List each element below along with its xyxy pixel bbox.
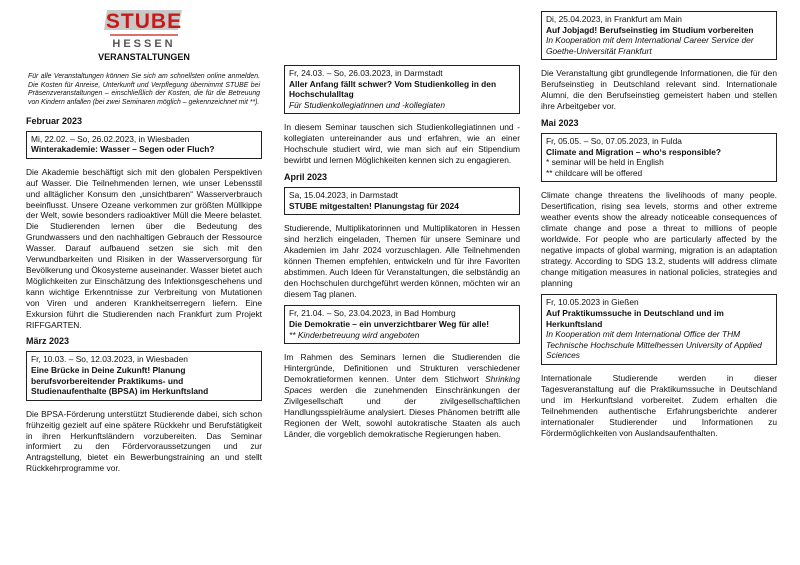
event-note: Für Studienkollegiatinnen und -kollegiaten: [289, 99, 445, 110]
event-title: Aller Anfang fällt schwer? Vom Studienkolleg in den Hochschulalltag: [289, 78, 497, 100]
month-heading: Mai 2023: [541, 118, 579, 128]
svg-text:STUBE: STUBE: [105, 10, 183, 33]
event-box: [284, 187, 520, 215]
event-date: Sa, 15.04.2023, in Darmstadt: [289, 189, 398, 200]
event-description-part: werden die zunehmenden Einschränkungen der Zivilgesellschaft und der zivilgesellschaftlichen Handlungsspielräume analysiert. Dieses Phänomen betrifft alle Regionen der Welt, sowohl autokratische Staaten als auch Länder, die vorgeblich demokratische Regierungen haben.: [284, 384, 520, 439]
event-date: Fr, 21.04. – So, 23.04.2023, in Bad Homburg: [289, 308, 456, 319]
event-description: [284, 352, 520, 439]
event-title: Auf Praktikumssuche in Deutschland und im Herkunftsland: [546, 308, 724, 329]
event-title: Auf Jobjagd! Berufseinstieg im Studium vorbereiten: [546, 24, 754, 35]
event-date: Fr, 10.03. – So, 12.03.2023, in Wiesbaden: [31, 354, 188, 365]
month-heading: April 2023: [284, 172, 328, 182]
event-note: ** childcare will be offered: [546, 167, 643, 178]
event-box: [284, 65, 520, 114]
event-date: Di, 25.04.2023, in Frankfurt am Main: [546, 14, 682, 24]
event-note: ** Kinderbetreuung wird angeboten: [289, 329, 420, 340]
event-description: Studierende, Multiplikatorinnen und Multiplikatoren in Hessen sind herzlich eingeladen, Themen für unsere Seminare und Akademien im Jahr 2024 vorzuschlagen. Alle Teilnehmenden können Themen empfehlen, entwickeln und für ihre Favoriten abstimmen. Auch Ideen für Veranstaltungen, die selbständig an den Hochschulen durchgeführt werden können, möchten wir an diesem Tag planen.: [284, 223, 520, 299]
stube-hessen-logo-icon: [104, 8, 184, 50]
event-title: Climate and Migration – who‘s responsible?: [546, 146, 721, 157]
event-note: In Kooperation mit dem International Office der THM Technische Hochschule Mittelhessen University of Applied Sciences: [546, 329, 762, 361]
event-date: Fr, 05.05. – So, 07.05.2023, in Fulda: [546, 135, 682, 146]
stube-logo: [26, 8, 262, 50]
intro-text: Für alle Veranstaltungen können Sie sich am schnellsten online anmelden. Die Kosten für Anreise, Unterkunft und Verpflegung übernimmt STUBE bei Präsenzveranstaltungen – einschließlich der Kosten, die für die Betreuung von Kindern anfallen (bei zwei Seminaren möglich – gekennzeichnet mit **).: [28, 72, 260, 107]
event-date: Fr, 10.05.2023 in Gießen: [546, 297, 639, 308]
column-3: [541, 0, 777, 444]
event-description: Internationale Studierende werden in dieser Tagesveranstaltung auf die Praktikumssuche in Deutschland und im Herkunftsland vorbereitet. Zudem erhalten die Teilnehmenden authentische Erfahrungsberichte anderer internationaler Studierender und Informationen zu Fördermöglichkeiten von Auslandsaufenthalten.: [541, 373, 777, 438]
event-description-emphasis: Shrinking Spaces: [284, 374, 520, 395]
event-description: Die Veranstaltung gibt grundlegende Informationen, die für den Berufseinstieg in Deutschland relevant sind. Internationale Alumni, die den Berufseinstieg gemeistert haben und stellen ihre Arbeitgeber vor.: [541, 68, 777, 112]
event-description-part: Im Rahmen des Seminars lernen die Studierenden die Hintergründe, Definitionen und Strukturen verschiedener Demokratieformen kennen. Unter dem Stichwort: [284, 352, 520, 385]
event-description: Climate change threatens the livelihoods of many people. Desertification, rising sea levels, storms and other extreme weather events show the already noticeable consequences of climate change and pose a threat to millions of people worldwide. For people who are particularly affected by the negative impacts of global warming, migration is an adaptation strategy. According to SDG 13.2, students will address climate change mitigation measures in national policies, strategies and planning: [541, 190, 777, 288]
column-1: [26, 0, 262, 480]
event-box: [26, 351, 262, 400]
event-description: Die Akademie beschäftigt sich mit den globalen Perspektiven auf Wasser. Die Teilnehmenden lernen, wie unser Lebensstil und alltäglicher Konsum den „unsichtbaren“ Wasserverbrauch beeinflusst. Unsere Ozeane verkommen zur größten Müllkippe der Welt, sowie besonders radioaktiver Müll die Meere belastet. Die Studierenden lernen über die Bedeutung des Grundwassers und den nachhaltigen Gebrauch der Ressource Wasser. Darauf aufbauend setzen sie sich mit den Verwundbarkeiten und Risiken in der Wasserversorgung für Bevölkerung und Ökosysteme auseinander. Wasser bietet auch Möglichkeiten zur Einschätzung des Infektionsgeschehens und kann wichtige Erkenntnisse zur Verbreitung von Mutationen von Viren und anderen Krankheitserregern liefern. Eine Exkursion führt die Studierenden nach Frankfurt zum Projekt RIFFGARTEN.: [26, 166, 262, 330]
event-box: [284, 305, 520, 344]
month-heading: März 2023: [26, 336, 70, 347]
event-title: STUBE mitgestalten! Planungstag für 2024: [289, 200, 459, 211]
column-2-spacer: [284, 0, 520, 62]
column-2: [284, 0, 520, 445]
event-box: [541, 11, 777, 60]
svg-text:HESSEN: HESSEN: [112, 38, 176, 50]
event-date: Fr, 24.03. – So, 26.03.2023, in Darmstadt: [289, 68, 443, 78]
event-title: Die Demokratie – ein unverzichtbarer Weg für alle!: [289, 319, 489, 330]
event-box: [26, 131, 262, 159]
event-note: In Kooperation mit dem International Career Service der Goethe-Universität Frankfurt: [546, 35, 754, 56]
event-description: In diesem Seminar tauschen sich Studienkollegiatinnen und -kollegiaten untereinander aus und erfahren, wie an einer Hochschule studiert wird, wie man sich auf ein Stipendium bewirbt und lernen Möglichkeiten kennen sich zu engagieren.: [284, 122, 520, 166]
month-heading: Februar 2023: [26, 115, 83, 126]
event-note: * seminar will be held in English: [546, 157, 664, 168]
event-box: [541, 294, 777, 365]
event-date: Mi, 22.02. – So, 26.02.2023, in Wiesbaden: [31, 133, 190, 144]
event-box: [541, 133, 777, 182]
event-title: Eine Brücke in Deine Zukunft! Planung berufsvorbereitender Praktikums- und Studienaufenthalte (BPSA) im Herkunftsland: [31, 364, 209, 397]
page-title: VERANSTALTUNGEN: [98, 52, 190, 62]
event-description: Die BPSA-Förderung unterstützt Studierende dabei, sich schon frühzeitig gezielt auf eine spätere Rückkehr und Berufstätigkeit in ihren Herkunftsländern vorzubereiten. Das Seminar informiert zu den Fördervoraussetzungen und zur Antragstellung, bietet ein Bewerbungstraining an und stellt Rückkehrprogramme vor.: [26, 408, 262, 474]
event-title: Winterakademie: Wasser – Segen oder Fluch?: [31, 144, 215, 155]
column-3-spacer: [541, 0, 777, 8]
